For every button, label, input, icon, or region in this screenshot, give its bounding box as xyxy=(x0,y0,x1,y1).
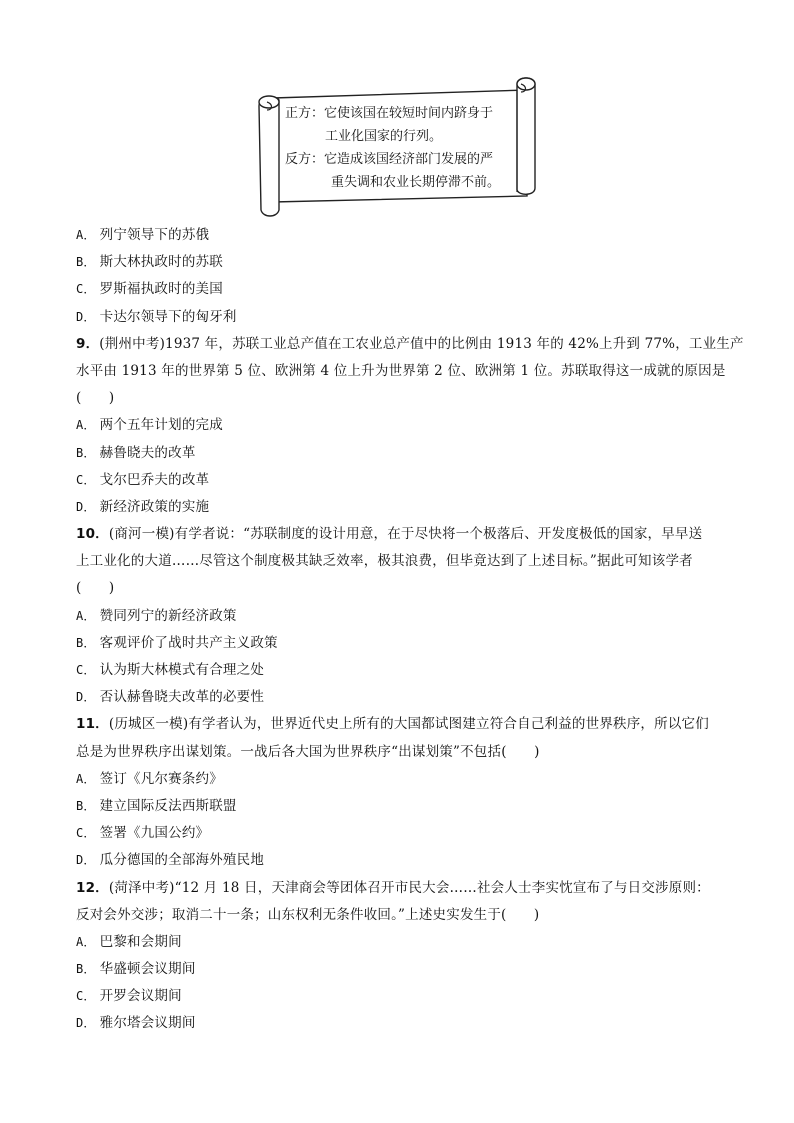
scroll-line-zhengfang-cont: 工业化国家的行列。 xyxy=(325,129,443,144)
question-stem-cont: 水平由 1913 年的世界第 5 位、欧洲第 4 位上升为世界第 2 位、欧洲第 1 位。苏联取得这一成就的原因是 xyxy=(76,362,726,379)
option-d[interactable]: D． 卡达尔领导下的匈牙利 xyxy=(76,308,237,325)
option-c[interactable]: C． 认为斯大林模式有合理之处 xyxy=(76,662,265,678)
question-stem: 10．(商河一模)有学者说：“苏联制度的设计用意，在于尽快将一个极落后、开发度极低的国家，早早送 xyxy=(76,526,703,543)
option-b[interactable]: B． 建立国际反法西斯联盟 xyxy=(76,797,237,814)
answer-blank: ( ) xyxy=(76,580,115,597)
option-b[interactable]: B． 赫鲁晓夫的改革 xyxy=(76,444,196,461)
option-a[interactable]: A． 巴黎和会期间 xyxy=(76,933,182,950)
option-c[interactable]: C． 罗斯福执政时的美国 xyxy=(76,281,223,298)
option-a[interactable]: A． 两个五年计划的完成 xyxy=(76,417,223,434)
option-d[interactable]: D． 雅尔塔会议期间 xyxy=(76,1015,196,1032)
scroll-line-zhengfang: 正方：它使该国在较短时间内跻身于 xyxy=(285,106,494,121)
option-a[interactable]: A． 赞同列宁的新经济政策 xyxy=(76,607,237,624)
question-10 xyxy=(76,521,722,711)
option-a[interactable]: A． 签订《凡尔赛条约》 xyxy=(76,770,223,787)
scroll-line-fanfang: 反方：它造成该国经济部门发展的严 xyxy=(285,152,494,167)
option-b[interactable]: B． 华盛顿会议期间 xyxy=(76,961,196,978)
option-c[interactable]: C． 开罗会议期间 xyxy=(76,988,182,1005)
option-b[interactable]: B． 客观评价了战时共产主义政策 xyxy=(76,634,278,651)
option-d[interactable]: D． 新经济政策的实施 xyxy=(76,498,210,515)
question-list xyxy=(76,222,744,1038)
option-a[interactable]: A． 列宁领导下的苏俄 xyxy=(76,227,210,243)
option-c[interactable]: C． 戈尔巴乔夫的改革 xyxy=(76,471,210,488)
option-b[interactable]: B． 斯大林执政时的苏联 xyxy=(76,254,223,271)
question-stem: 11．(历城区一模)有学者认为，世界近代史上所有的大国都试图建立符合自己利益的世界秩序，所以它们 xyxy=(76,716,709,733)
question-9 xyxy=(76,331,744,521)
question-stem: 9．(荆州中考)1937 年，苏联工业总产值在工农业总产值中的比例由 1913 年的 42%上升到 77%，工业生产 xyxy=(76,335,744,352)
question-stem: 12．(菏泽中考)“12 月 18 日，天津商会等团体召开市民大会……社会人士李实忱宣布了与日交涉原则： xyxy=(76,879,710,896)
question-12 xyxy=(76,875,722,1038)
option-d[interactable]: D． 瓜分德国的全部海外殖民地 xyxy=(76,852,265,869)
scroll-line-fanfang-cont: 重失调和农业长期停滞不前。 xyxy=(331,175,501,190)
scroll-illustration xyxy=(255,76,540,218)
question-stem-cont: 反对会外交涉；取消二十一条；山东权利无条件收回。”上述史实发生于( ) xyxy=(76,906,540,923)
question-8-options xyxy=(76,222,722,331)
option-c[interactable]: C． 签署《九国公约》 xyxy=(76,825,210,842)
question-stem-cont: 总是为世界秩序出谋划策。一战后各大国为世界秩序“出谋划策”不包括( ) xyxy=(76,743,540,760)
answer-blank: ( ) xyxy=(76,390,115,407)
question-11 xyxy=(76,711,722,874)
option-d[interactable]: D． 否认赫鲁晓夫改革的必要性 xyxy=(76,689,265,706)
question-stem-cont: 上工业化的大道……尽管这个制度极其缺乏效率，极其浪费，但毕竟达到了上述目标。”据此可知该学者 xyxy=(76,553,693,570)
